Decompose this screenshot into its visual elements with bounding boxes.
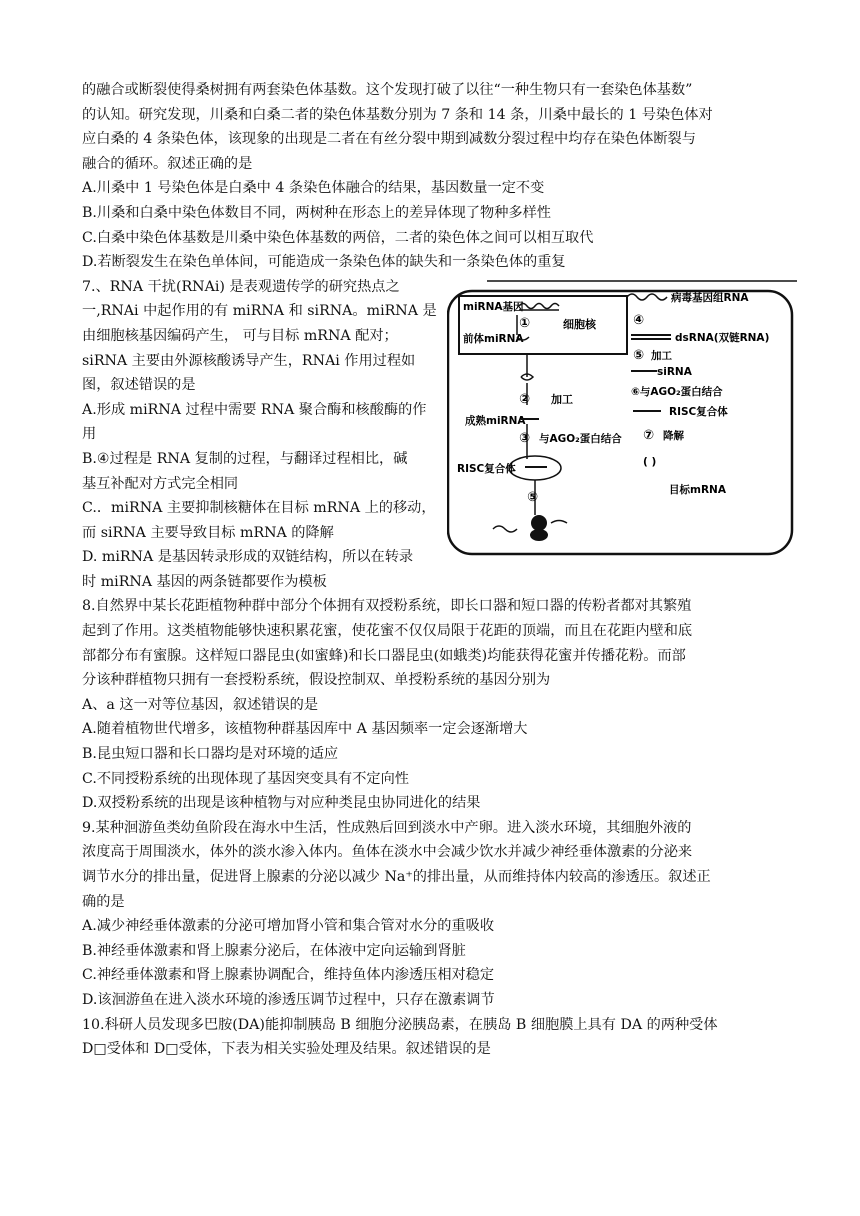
text-line: 8.自然界中某长花距植物种群中部分个体拥有双授粉系统，即长口器和短口器的传粉者都对其繁殖 (82, 598, 692, 615)
mrna-strand-icon (493, 526, 517, 532)
viral-rna-icon (627, 294, 667, 300)
option-a: A.川桑中 1 号染色体是白桑中 4 条染色体融合的结果，基因数量一定不变 (82, 180, 545, 197)
rnai-diagram-svg (447, 279, 799, 556)
process-label: 加工 (551, 392, 573, 406)
step3-label: ③ (519, 430, 531, 446)
text-line: 起到了作用。这类植物能够快速积累花蜜，使花蜜不仅仅局限于花距的顶端，而且在花距内壁和底 (82, 623, 693, 640)
step2-label: ② (519, 391, 531, 407)
text-line: 的认知。研究发现，川桑和白桑二者的染色体基数分别为 7 条和 14 条，川桑中最长的 1 号染色体对 (82, 106, 713, 123)
rnai-diagram (447, 279, 799, 556)
q8-block (82, 594, 782, 815)
ribosome-icon (531, 515, 547, 531)
step7-label: ⑦ (643, 427, 655, 443)
option-a: A.随着植物世代增多，该植物种群基因库中 A 基因频率一定会逐渐增大 (82, 721, 528, 738)
mirna-gene-label: miRNA基因 (463, 300, 524, 313)
ribosome-subunit-icon (530, 529, 548, 541)
text-line: 而 siRNA 主要导致目标 mRNA 的降解 (82, 524, 334, 541)
step5-label: ⑤ (527, 489, 539, 505)
sirna-label: siRNA (657, 365, 692, 378)
text-line: 时 miRNA 基因的两条链都要作为模板 (82, 573, 327, 590)
option-c: C.神经垂体激素和肾上腺素协调配合，维持鱼体内渗透压相对稳定 (82, 967, 495, 984)
option-b: B.神经垂体激素和肾上腺素分泌后，在体液中定向运输到肾脏 (82, 942, 466, 959)
risc-left-label: RISC复合体 (457, 462, 516, 475)
degrade-label: 降解 (663, 429, 684, 442)
option-c: C.白桑中染色体基数是川桑中染色体基数的两倍，二者的染色体之间可以相互取代 (82, 229, 594, 246)
step5b-label: ⑤ (633, 347, 645, 363)
text-line: 图，叙述错误的是 (82, 377, 196, 394)
q10-block (82, 1013, 782, 1062)
option-d: D.双授粉系统的出现是该种植物与对应种类昆虫协同进化的结果 (82, 795, 481, 812)
option-d: D. miRNA 是基因转录形成的双链结构，所以在转录 (82, 549, 414, 566)
exam-page (82, 78, 782, 1062)
text-line: 一,RNAi 中起作用的有 miRNA 和 siRNA。miRNA 是 (82, 303, 437, 320)
q6-options (82, 176, 782, 274)
q7-block (82, 275, 782, 595)
process2-label: 加工 (651, 349, 672, 362)
option-c: C.．miRNA 主要抑制核糖体在目标 mRNA 上的移动， (82, 500, 436, 517)
text-line: 由细胞核基因编码产生， 可与目标 mRNA 配对； (82, 327, 398, 344)
option-d: D.该洄游鱼在进入淡水环境的渗透压调节过程中，只存在激素调节 (82, 991, 495, 1008)
option-b: B.川桑和白桑中染色体数目不同，两树种在形态上的差异体现了物种多样性 (82, 204, 551, 221)
text-line: 用 (82, 426, 97, 443)
text-line: 部都分布有蜜腺。这样短口器昆虫(如蜜蜂)和长口器昆虫(如蛾类)均能获得花蜜并传播花粉。而部 (82, 647, 686, 664)
option-c: C.不同授粉系统的出现体现了基因突变具有不定向性 (82, 770, 409, 787)
text-line: siRNA 主要由外源核酸诱导产生，RNAi 作用过程如 (82, 352, 416, 369)
option-a: A.减少神经垂体激素的分泌可增加肾小管和集合管对水分的重吸收 (82, 918, 495, 935)
q9-block (82, 816, 782, 1013)
text-line: 的融合或断裂使得桑树拥有两套染色体基数。这个发现打破了以往“一种生物只有一套染色体基数” (82, 82, 693, 98)
option-a: A.形成 miRNA 过程中需要 RNA 聚合酶和核酸酶的作 (82, 401, 427, 418)
dsrna-label: dsRNA(双链RNA) (675, 331, 770, 344)
step4-label: ④ (633, 312, 645, 328)
text-line: 9.某种洄游鱼类幼鱼阶段在海水中生活，性成熟后回到淡水中产卵。进入淡水环境，其细胞外液的 (82, 819, 692, 836)
text-line: 确的是 (82, 893, 125, 910)
text-line: 分该种群植物只拥有一套授粉系统，假设控制双、单授粉系统的基因分别为 (82, 672, 551, 689)
text-line: 7.、RNA 干扰(RNAi) 是表观遗传学的研究热点之 (82, 278, 400, 295)
q6-stem (82, 78, 782, 176)
risc-right-label: RISC复合体 (669, 405, 728, 418)
text-line: A、a 这一对等位基因，叙述错误的是 (82, 696, 319, 713)
step1-label: ① (519, 315, 531, 331)
target-mrna-label: 目标mRNA (669, 483, 726, 496)
mature-mirna-label: 成熟miRNA (465, 414, 526, 427)
nucleus-label: 细胞核 (563, 317, 596, 331)
blocked-mrna-icon (551, 520, 567, 523)
text-line: 10.科研人员发现多巴胺(DA)能抑制胰岛 B 细胞分泌胰岛素，在胰岛 B 细胞膜上具有 DA 的两种受体 (82, 1016, 718, 1033)
text-line: 调节水分的排出量，促进肾上腺素的分泌以减少 Na⁺的排出量，从而维持体内较高的渗透压。叙述正 (82, 869, 711, 885)
viral-rna-label: 病毒基因组RNA (671, 291, 749, 304)
gene-dna-icon (519, 303, 559, 308)
ago-bind-label: 与AGO₂蛋白结合 (539, 432, 622, 445)
option-b: B.④过程是 RNA 复制的过程，与翻译过程相比，碱 (82, 450, 408, 467)
text-line: 融合的循环。叙述正确的是 (82, 155, 253, 172)
text-line: 基互补配对方式完全相同 (82, 475, 239, 492)
step6-label: ⑥与AGO₂蛋白结合 (631, 385, 723, 398)
precursor-label: 前体miRNA (463, 332, 524, 345)
blank-paren: ( ) (643, 455, 657, 468)
text-line: D□受体和 D□受体，下表为相关实验处理及结果。叙述错误的是 (82, 1041, 491, 1058)
option-b: B.昆虫短口器和长口器均是对环境的适应 (82, 746, 339, 763)
text-line: 浓度高于周围淡水，体外的淡水渗入体内。鱼体在淡水中会减少饮水并减少神经垂体激素的分泌来 (82, 844, 693, 861)
option-d: D.若断裂发生在染色单体间，可能造成一条染色体的缺失和一条染色体的重复 (82, 254, 566, 271)
text-line: 应白桑的 4 条染色体，该现象的出现是二者在有丝分裂中期到减数分裂过程中均存在染色体断裂与 (82, 131, 696, 148)
